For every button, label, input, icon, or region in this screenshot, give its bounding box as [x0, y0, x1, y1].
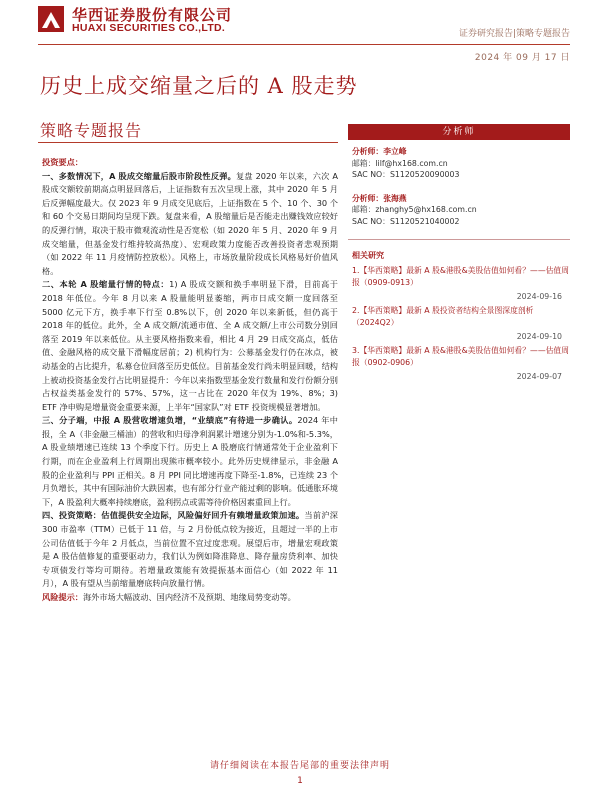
legal-disclaimer: 请仔细阅读在本报告尾部的重要法律声明: [209, 761, 390, 771]
paragraph-4: 四、投资策略：估值提供安全边际，风险偏好回升有赖增量政策加速。当前沪深 300 市盈率（TTM）已低于 11 倍，与 2 月份低点较为接近，且超过一半的上市公司估值低于今年 2 月低点，当前位置不宜过度悲观。展望后市，增量宏观政策是 A 股估值修复的重要驱动力，我们认为例如降准降息、降存量房贷利率、加快专项债发行等均可期待。若增量政策能有效提振基本面信心（如 2022 年 11 月），A 股有望从当前缩量磨底转向放量行情。: [42, 510, 338, 589]
analyst-section-title: 分析师: [348, 124, 570, 140]
sidebar-divider: [348, 239, 570, 240]
related-item-2[interactable]: 2.【华西策略】最新 A 股投资者结构全景图深度剖析（2024Q2）: [352, 306, 534, 327]
analyst-email[interactable]: 邮箱：zhanghy5@hx168.com.cn: [352, 205, 477, 214]
related-item-1[interactable]: 1.【华西策略】最新 A 股&港股&美股估值如何看？——估值周报（0909-0913）: [352, 266, 570, 287]
analyst-2: 分析师：张海燕 邮箱：zhanghy5@hx168.com.cn SAC NO：S1120521040002: [348, 193, 570, 228]
risk-warning: 风险提示：海外市场大幅波动、国内经济不及预期、地缘局势变动等。: [42, 592, 296, 602]
header-divider: [38, 44, 570, 45]
analyst-sac: SAC NO：S1120521040002: [352, 216, 460, 226]
report-title: 历史上成交缩量之后的 A 股走势: [40, 74, 358, 98]
company-name-cn: 华西证券股份有限公司: [72, 6, 233, 24]
subtitle-divider: [38, 142, 338, 143]
paragraph-1: 一、多数情况下，A 股成交缩量后股市阶段性反弹。复盘 2020 年以来，六次 A 股成交额较前期高点明显回落后，上证指数有五次呈现上涨，其中 2020 年 5 月后反弹幅度最大。仅 2023 年 9 月成交见底后，上证指数在 5 个、10 个、30 个和 60 个交易日期间均呈现下跌。复盘来看，A 股缩量后是否能走出赚钱效应较好的反弹行情，取决于股市微观流动性是否宽松（如 2020 年 5 月、2020 年 9 月成交缩量，但基金发行维持较高热度）、宏观政策力度能否改善投资者悲观预期（如 2022 年 11 月疫情防控放松）。风格上，市场放量阶段成长风格易好价值风格。: [42, 170, 338, 276]
related-item-3[interactable]: 3.【华西策略】最新 A 股&港股&美股估值如何看？——估值周报（0902-0906）: [352, 346, 570, 367]
company-name-en: HUAXI SECURITIES CO.,LTD.: [72, 22, 226, 34]
page-header: [0, 0, 600, 40]
report-subtitle: 策略专题报告: [40, 121, 143, 140]
related-item-date: 2024-09-16: [516, 292, 562, 301]
huaxi-logo-icon: [38, 6, 64, 32]
document-type: 证券研究报告|策略专题报告: [458, 29, 570, 39]
main-body: [42, 156, 338, 605]
paragraph-3: 三、分子端，中报 A 股营收增速负增，“业绩底”有待进一步确认。2024 年中报，全 A（非金融三桶油）的营收和归母净利润累计增速分别为-1.0%和-5.3%，A 股业绩增速已连续 13 个季度下行。历史上 A 股磨底行情通常处于企业盈利下行期，而在企业盈利上行周期出现熊市概率较小。此外历史规律显示，非金融 A 股的企业盈利与 PPI 正相关。8 月 PPI 同比增速再度下降至-1.8%，已连续 23 个月负增长，其中有国际油价大跌因素，也有部分行业产能过剩的影响。低通胀环境下，A 股盈利大概率持续磨底，盈利拐点或需等待价格因素重回上行。: [42, 415, 338, 507]
page-number: 1: [297, 776, 303, 786]
related-research-title: 相关研究: [352, 251, 384, 260]
key-points-heading: 投资要点：: [42, 157, 83, 167]
related-item-date: 2024-09-07: [516, 372, 562, 381]
paragraph-2: 二、本轮 A 股缩量行情的特点：1) A 股成交额和换手率明显下滑，目前高于 2018 年低位。今年 8 月以来 A 股量能明显萎缩，两市日成交额一度回落至 5000 亿元下方，换手率下行至 0.8%以下，创 2020 年以来新低，但仍高于 2018 年的低位。此外，全 A 成交额/流通市值、全 A 成交额/上市公司数分别回落至 2019 年以来低位。从主要风格指数来看，相比 4 月 29 日成交高点，低估值、金融风格的成交量下滑幅度居前；2) 机构行为：公募基金发行仍在冰点，被动基金的占比提升，私募仓位回落至历史低位。目前基金发行尚未明显回暖，结构上被动投资基金发行占比明显提升：今年以来指数型基金发行数量和发行份额分别占权益类基金发行的 57%、57%，这一占比在 2020 年仅为 19%、8%；3) ETF 净申购是增量资金重要来源，上半年“国家队”对 ETF 投资规模显著增加。: [42, 279, 338, 412]
analyst-email[interactable]: 邮箱：lilf@hx168.com.cn: [352, 158, 448, 168]
report-date: 2024 年 09 月 17 日: [474, 53, 570, 63]
related-item-date: 2024-09-10: [516, 332, 562, 341]
sidebar: [348, 124, 570, 381]
analyst-sac: SAC NO：S1120520090003: [352, 170, 460, 179]
analyst-1: 分析师：李立峰 邮箱：lilf@hx168.com.cn SAC NO：S1120520090003: [348, 146, 570, 181]
